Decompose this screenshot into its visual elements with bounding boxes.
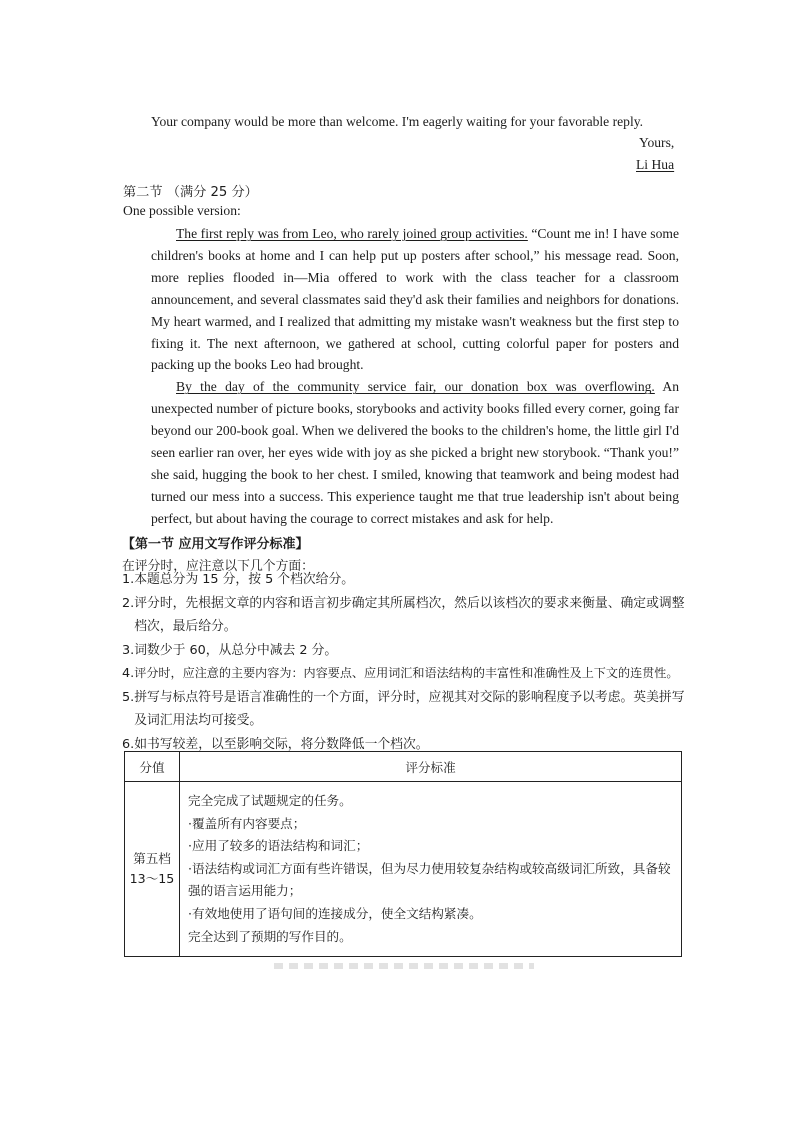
- scoring-rule: 2. 评分时，先根据文章的内容和语言初步确定其所属档次，然后以该档次的要求来衡量、确定或调整档次，最后给分。: [122, 595, 685, 634]
- paragraph2-body: An unexpected number of picture books, storybooks and activity books filled every corner, going far beyond our 200-book goal. When we delivered the books to the children's home, the little girl I'd seen earlier ran over, her eyes wide with joy as she picked a bright new storybook. “Thank you!” she said, hugging the book to her chest. I smiled, knowing that teamwork and being modest had turned our mess into a success. This experience taught me that true leadership isn't about being perfect, but about having the courage to correct mistakes and ask for help.: [151, 379, 679, 526]
- letter-signature: Li Hua: [636, 157, 675, 172]
- header-criteria: 评分标准: [180, 752, 682, 782]
- essay-paragraph-1: [151, 223, 679, 376]
- paragraph1-opening-sentence: The first reply was from Leo, who rarely joined group activities.: [176, 226, 528, 241]
- sample-essay: [151, 223, 679, 530]
- faded-footer-line: [274, 963, 534, 969]
- criteria-line: ·覆盖所有内容要点；: [188, 815, 306, 831]
- criteria-line: ·语法结构或词汇方面有些许错误，但为尽力使用较复杂结构或较高级词汇所致，具备较强的语言运用能力；: [188, 860, 671, 899]
- scoring-rule: 6. 如书写较差，以至影响交际，将分数降低一个档次。: [122, 736, 429, 752]
- scoring-heading: 【第一节 应用文写作评分标准】: [122, 537, 309, 552]
- table-row: [125, 782, 682, 957]
- criteria-line: 完全达到了预期的写作目的。: [188, 928, 352, 944]
- scoring-rule: 4. 评分时，应注意的主要内容为：内容要点、应用词汇和语法结构的丰富性和准确性及上下文的连贯性。: [122, 666, 679, 681]
- criteria-line: 完全完成了试题规定的任务。: [188, 793, 352, 808]
- level-name: 第五档: [133, 851, 171, 867]
- header-score: 分值: [125, 752, 180, 782]
- letter-closing-sentence: Your company would be more than welcome. I'm eagerly waiting for your favorable reply.: [151, 114, 644, 129]
- scoring-rule: 3. 词数少于 60，从总分中减去 2 分。: [122, 642, 338, 658]
- scoring-rules-list: [122, 568, 692, 756]
- section2-heading: 第二节 （满分 25 分）: [123, 185, 258, 200]
- paragraph1-body: “Count me in! I have some children's books at home and I can help put up posters after school,” his message read. Soon, more replies flooded in—Mia offered to work with the class teacher for a classroom announcement, and several classmates said they'd ask their families and neighbors for donations. My heart warmed, and I realized that admitting my mistake wasn't weakness but the first step to fixing it. The next afternoon, we gathered at school, cutting colorful paper for posters and packing up the books Leo had brought.: [151, 226, 680, 373]
- grading-table: [124, 751, 682, 957]
- level-range: 13～15: [129, 871, 175, 887]
- scoring-rule: 5. 拼写与标点符号是语言准确性的一个方面，评分时，应视其对交际的影响程度予以考虑。英美拼写及词汇用法均可接受。: [122, 689, 685, 728]
- level-cell: [125, 782, 180, 957]
- letter-sign-off: Yours,: [639, 135, 675, 150]
- paragraph2-opening-sentence: By the day of the community service fair, our donation box was overflowing.: [176, 379, 655, 395]
- table-header-row: [125, 752, 682, 782]
- version-label: One possible version:: [123, 203, 241, 218]
- scoring-intro: 在评分时，应注意以下几个方面：: [122, 559, 314, 574]
- scoring-rule: 1. 本题总分为 15 分，按 5 个档次给分。: [122, 572, 355, 587]
- essay-paragraph-2: [151, 376, 679, 529]
- criteria-cell: [180, 782, 682, 957]
- criteria-line: ·有效地使用了语句间的连接成分，使全文结构紧凑。: [188, 905, 482, 921]
- criteria-line: ·应用了较多的语法结构和词汇；: [188, 838, 369, 854]
